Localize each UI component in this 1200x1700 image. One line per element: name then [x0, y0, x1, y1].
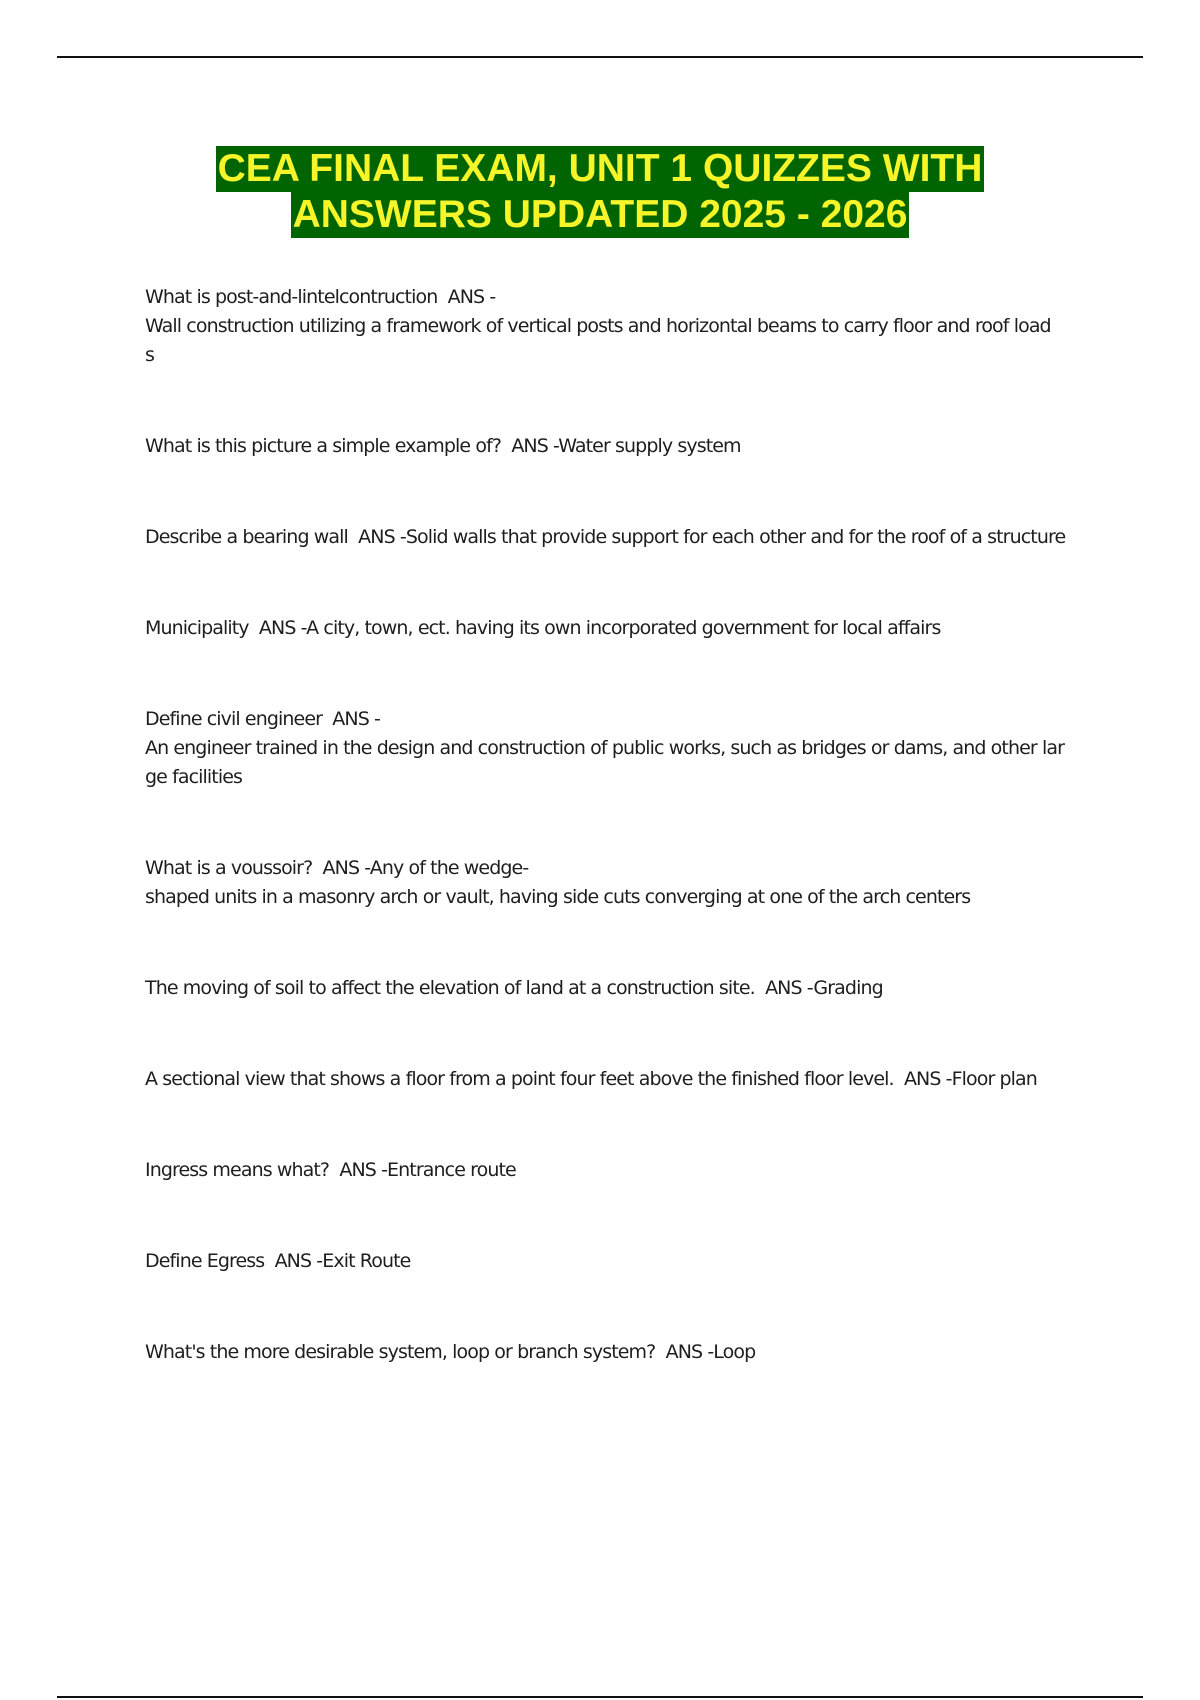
qa-item: A sectional view that shows a floor from a point four feet above the finished floor level. ANS -Floor plan [145, 1068, 1037, 1090]
footer-rule [57, 1696, 1143, 1698]
qa-item: Ingress means what? ANS -Entrance route [145, 1159, 516, 1181]
qa-item: What is a voussoir? ANS -Any of the wedge- shaped units in a masonry arch or vault, having side cuts converging at one of the arch centers [145, 857, 971, 908]
qa-item: The moving of soil to affect the elevation of land at a construction site. ANS -Grading [145, 977, 883, 999]
document-title [0, 146, 1200, 238]
qa-item: What's the more desirable system, loop or branch system? ANS -Loop [145, 1341, 756, 1363]
qa-item: Define Egress ANS -Exit Route [145, 1250, 411, 1272]
qa-list [145, 283, 1090, 1429]
qa-item: Define civil engineer ANS - An engineer trained in the design and construction of public works, such as bridges or dams, and other lar ge facilities [145, 708, 1064, 788]
header-rule [57, 56, 1143, 58]
qa-item: What is this picture a simple example of? ANS -Water supply system [145, 435, 741, 457]
title-line-1: CEA FINAL EXAM, UNIT 1 QUIZZES WITH [217, 147, 983, 190]
qa-item: Municipality ANS -A city, town, ect. having its own incorporated government for local affairs [145, 617, 941, 639]
qa-item: What is post-and-lintelcontruction ANS - Wall construction utilizing a framework of vertical posts and horizontal beams to carry floor and roof load s [145, 286, 1051, 366]
title-line-2: ANSWERS UPDATED 2025 - 2026 [292, 193, 908, 236]
qa-item: Describe a bearing wall ANS -Solid walls that provide support for each other and for the roof of a structure [145, 526, 1066, 548]
